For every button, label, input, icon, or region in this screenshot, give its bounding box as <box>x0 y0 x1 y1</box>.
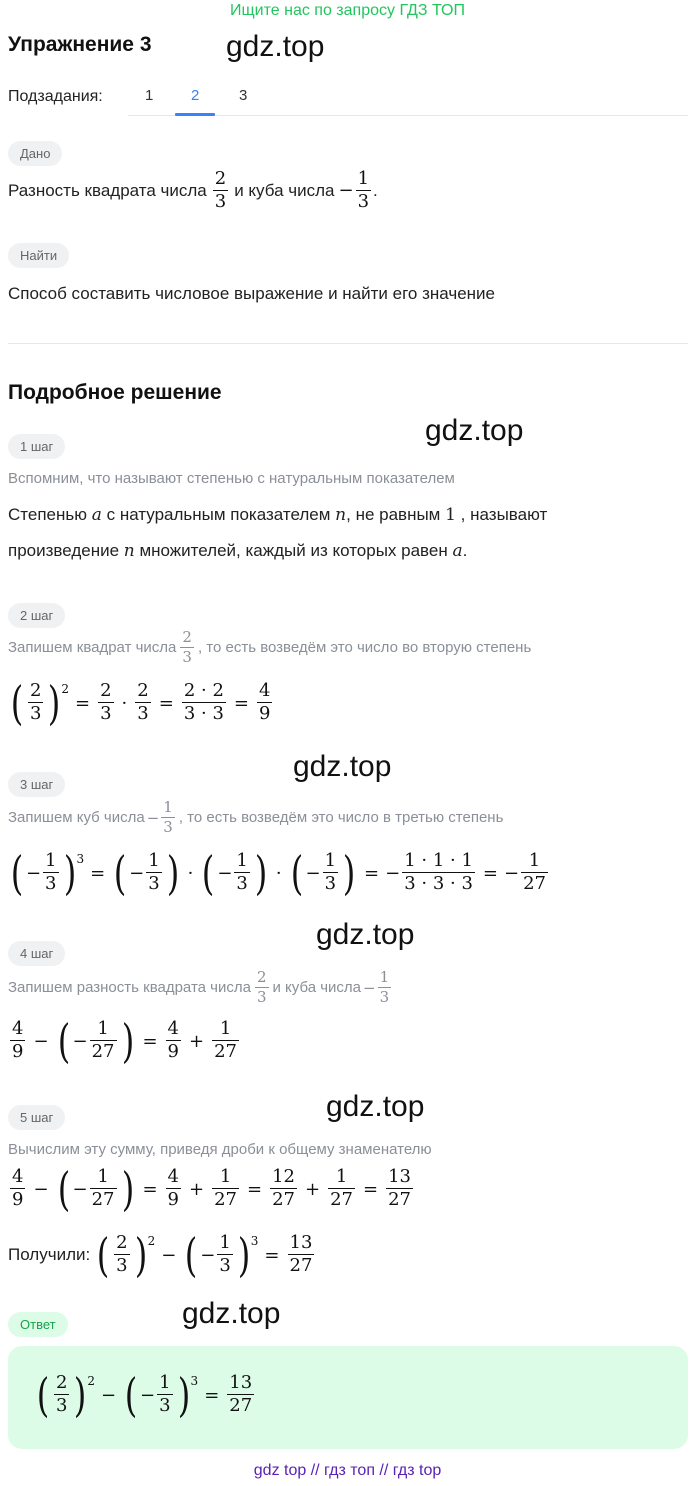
step-4-hint: Запишем разность квадрата числа 2 3 и куба числа − $\frac{1}{3}$ <box>8 968 390 1006</box>
step-5-formula: 4 9 − ( − $\frac{1}{27}$ ) = $\frac{4}{9}$ + $\frac{1}{27}$ = $\frac{12}{27}$ + $\frac{1}{27}$ = $\frac{13}{27}$ <box>12 1162 411 1216</box>
step-1-line-2: произведение n множителей, каждый из которых равен a. <box>8 541 468 561</box>
answer-badge: Ответ <box>8 1312 68 1337</box>
find-text: Способ составить числовое выражение и найти его значение <box>8 284 496 303</box>
footer-links[interactable]: gdz top // гдз топ // гдз top <box>253 1462 442 1479</box>
step-1-badge: 1 шаг <box>8 434 65 459</box>
watermark: gdz.top <box>293 750 392 783</box>
step-5-result: Получили: ( 2 3 ) 2 − ( − $\frac{1}{3}$ ) 3 = $\frac{13}{27}$ <box>8 1228 313 1282</box>
solution-heading: Подробное решение <box>8 381 222 404</box>
step-4-formula: 4 9 − ( − $\frac{1}{27}$ ) = $\frac{4}{9}$ + $\frac{1}{27}$ <box>12 1014 237 1068</box>
subtasks-label: Подзадания: <box>8 88 103 105</box>
step-5-badge: 5 шаг <box>8 1105 65 1130</box>
step-4-badge: 4 шаг <box>8 941 65 966</box>
active-tab-indicator <box>175 113 215 116</box>
step-3-formula: ( − $\frac{1}{3}$ ) 3 = ( − $\frac{1}{3}$ ) · ( − $\frac{1}{3}$ ) · ( − $\frac{1}{3}$ ) = − $\frac{1 \cdot 1 \cdot 1}{3 \cdot 3 \cdot 3}$ = − $\frac{1}{27}$ <box>10 846 546 900</box>
tab-subtask-1[interactable]: 1 <box>145 87 154 104</box>
step-1-hint: Вспомним, что называют степенью с натуральным показателем <box>8 470 455 487</box>
watermark: gdz.top <box>425 414 524 447</box>
step-5-hint: Вычислим эту сумму, приведя дроби к общему знаменателю <box>8 1141 432 1158</box>
given-text-before: Разность квадрата числа <box>8 180 207 200</box>
step-2-formula: ( 2 3 ) 2 = $\frac{2}{3}$ · $\frac{2}{3}$ = $\frac{2 \cdot 2}{3 \cdot 3}$ = $\frac{4}{9}$ <box>10 676 271 730</box>
step-2-badge: 2 шаг <box>8 603 65 628</box>
step-3-hint: Запишем куб числа − $\frac{1}{3}$ , то есть возведём это число в третью степень <box>8 798 504 836</box>
given-text: Разность квадрата числа 2 3 и куба числа − $\frac{1}{3}$ . <box>8 168 378 212</box>
watermark: gdz.top <box>226 30 325 63</box>
step-3-badge: 3 шаг <box>8 772 65 797</box>
watermark: gdz.top <box>326 1090 425 1123</box>
step-1-line-1: Степенью a с натуральным показателем n, не равным 1 , называют <box>8 505 548 525</box>
answer-formula: ( 2 3 ) 2 − ( − $\frac{1}{3}$ ) 3 = $\frac{13}{27}$ <box>36 1368 253 1422</box>
given-fraction-2-3: 2 3 <box>214 168 227 212</box>
watermark: gdz.top <box>316 918 415 951</box>
given-text-middle: и куба числа <box>234 180 335 200</box>
section-divider <box>8 343 688 344</box>
page-title: Упражнение 3 <box>8 33 152 56</box>
watermark: gdz.top <box>182 1297 281 1330</box>
given-fraction-minus-1-3: − $\frac{1}{3}$ <box>338 168 370 212</box>
tab-subtask-3[interactable]: 3 <box>239 87 248 104</box>
find-badge: Найти <box>8 243 69 268</box>
tab-subtask-2[interactable]: 2 <box>191 87 200 104</box>
step-2-hint: Запишем квадрат числа 2 3 , то есть возведём это число во вторую степень <box>8 628 532 666</box>
given-badge: Дано <box>8 141 62 166</box>
promo-banner[interactable]: Ищите нас по запросу ГДЗ ТОП <box>230 2 465 19</box>
